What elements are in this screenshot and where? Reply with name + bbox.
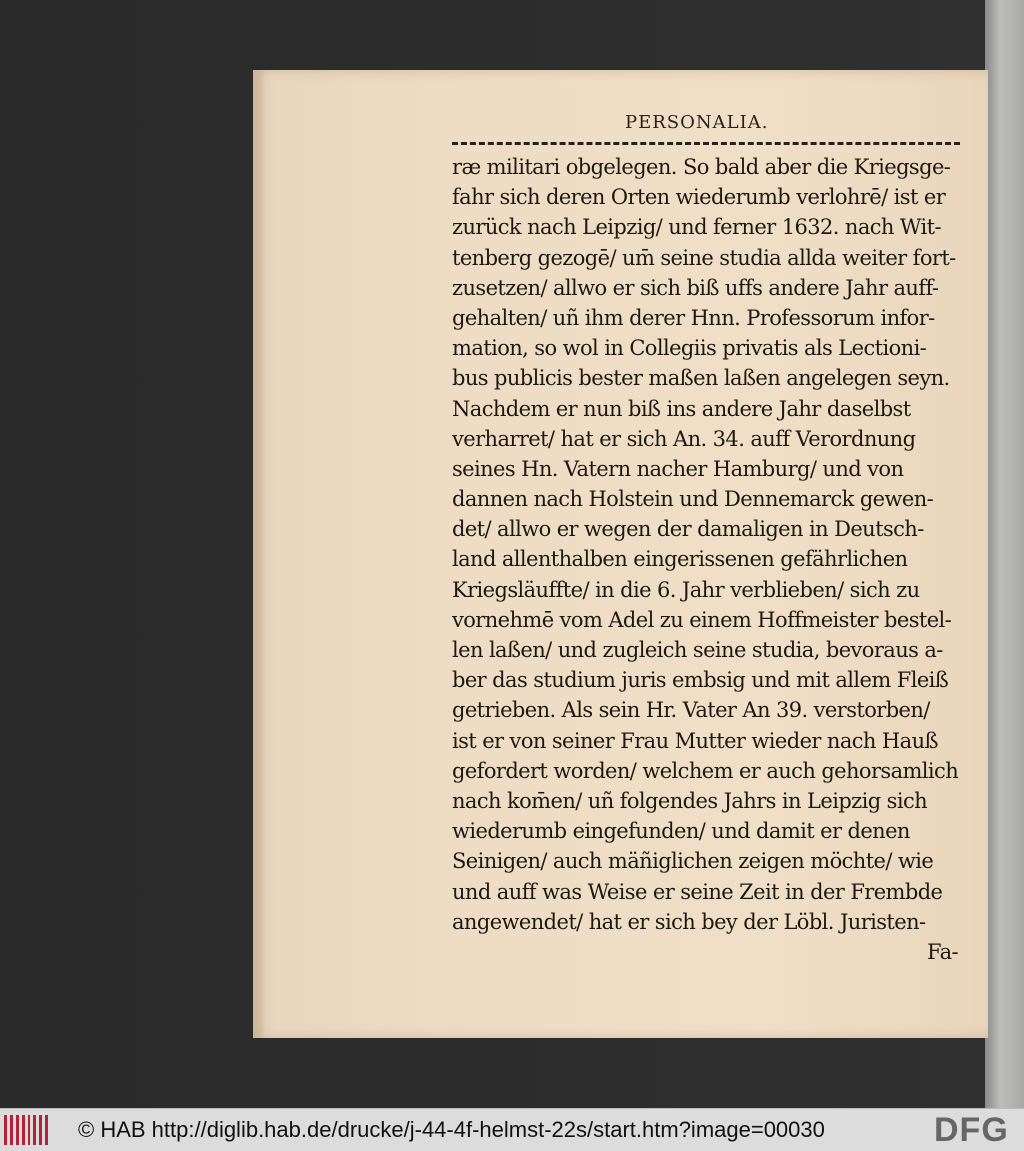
- page-gutter-shadow: [253, 70, 265, 1038]
- text-line: ber das studium juris embsig und mit allem Fleiß: [452, 668, 949, 693]
- catchword: Fa-: [927, 939, 958, 964]
- text-line: Kriegsläuffte/ in die 6. Jahr verblieben/ sich zu: [452, 577, 920, 602]
- running-header: PERSONALIA.: [625, 112, 769, 133]
- text-line: seines Hn. Vatern nacher Hamburg/ und von: [452, 456, 904, 481]
- text-line: verharret/ hat er sich An. 34. auff Verordnung: [452, 426, 916, 451]
- text-line: und auff was Weise er seine Zeit in der Frembde: [452, 879, 943, 904]
- text-line: gefordert worden/ welchem er auch gehorsamlich: [452, 758, 959, 783]
- book-edge: [985, 0, 1024, 1108]
- header-rule: [452, 142, 960, 145]
- text-line: vornehmē vom Adel zu einem Hoffmeister bestel-: [452, 607, 952, 632]
- citation-link[interactable]: © HAB http://diglib.hab.de/drucke/j-44-4f-helmst-22s/start.htm?image=00030: [78, 1117, 825, 1142]
- footer-bar: [0, 1108, 1024, 1151]
- text-line: bus publicis bester maßen laßen angelegen seyn.: [452, 366, 950, 391]
- text-line: Seinigen/ auch mäñiglichen zeigen möchte/ wie: [452, 849, 934, 874]
- text-line: nach kom̄en/ uñ folgendes Jahrs in Leipzig sich: [452, 788, 928, 813]
- text-line: ist er von seiner Frau Mutter wieder nach Hauß: [452, 728, 938, 753]
- text-line: dannen nach Holstein und Dennemarck gewen-: [452, 487, 934, 512]
- text-line: det/ allwo er wegen der damaligen in Deutsch-: [452, 517, 924, 542]
- text-line: fahr sich deren Orten wiederumb verlohrē/ ist er: [452, 185, 946, 210]
- text-line: zusetzen/ allwo er sich biß uffs andere Jahr auff-: [452, 275, 939, 300]
- text-line: gehalten/ uñ ihm derer Hnn. Professorum infor-: [452, 305, 935, 330]
- body-text: [452, 152, 964, 967]
- hab-barcode-logo-icon: [4, 1115, 48, 1145]
- text-line: wiederumb eingefunden/ und damit er denen: [452, 819, 910, 844]
- text-line: zurück nach Leipzig/ und ferner 1632. nach Wit-: [452, 215, 941, 240]
- text-line: tenberg gezogē/ um̄ seine studia allda weiter fort-: [452, 245, 956, 270]
- text-line: getrieben. Als sein Hr. Vater An 39. verstorben/: [452, 698, 930, 723]
- text-line: Nachdem er nun biß ins andere Jahr daselbst: [452, 396, 911, 421]
- text-line: angewendet/ hat er sich bey der Löbl. Juristen-: [452, 909, 926, 934]
- text-line: ræ militari obgelegen. So bald aber die Kriegsge-: [452, 155, 951, 179]
- text-line: land allenthalben eingerissenen gefährlichen: [452, 547, 908, 572]
- text-line: len laßen/ und zugleich seine studia, bevoraus a-: [452, 638, 943, 662]
- text-line: mation, so wol in Collegiis privatis als Lectioni-: [452, 336, 927, 361]
- dfg-logo: DFG: [934, 1111, 1009, 1149]
